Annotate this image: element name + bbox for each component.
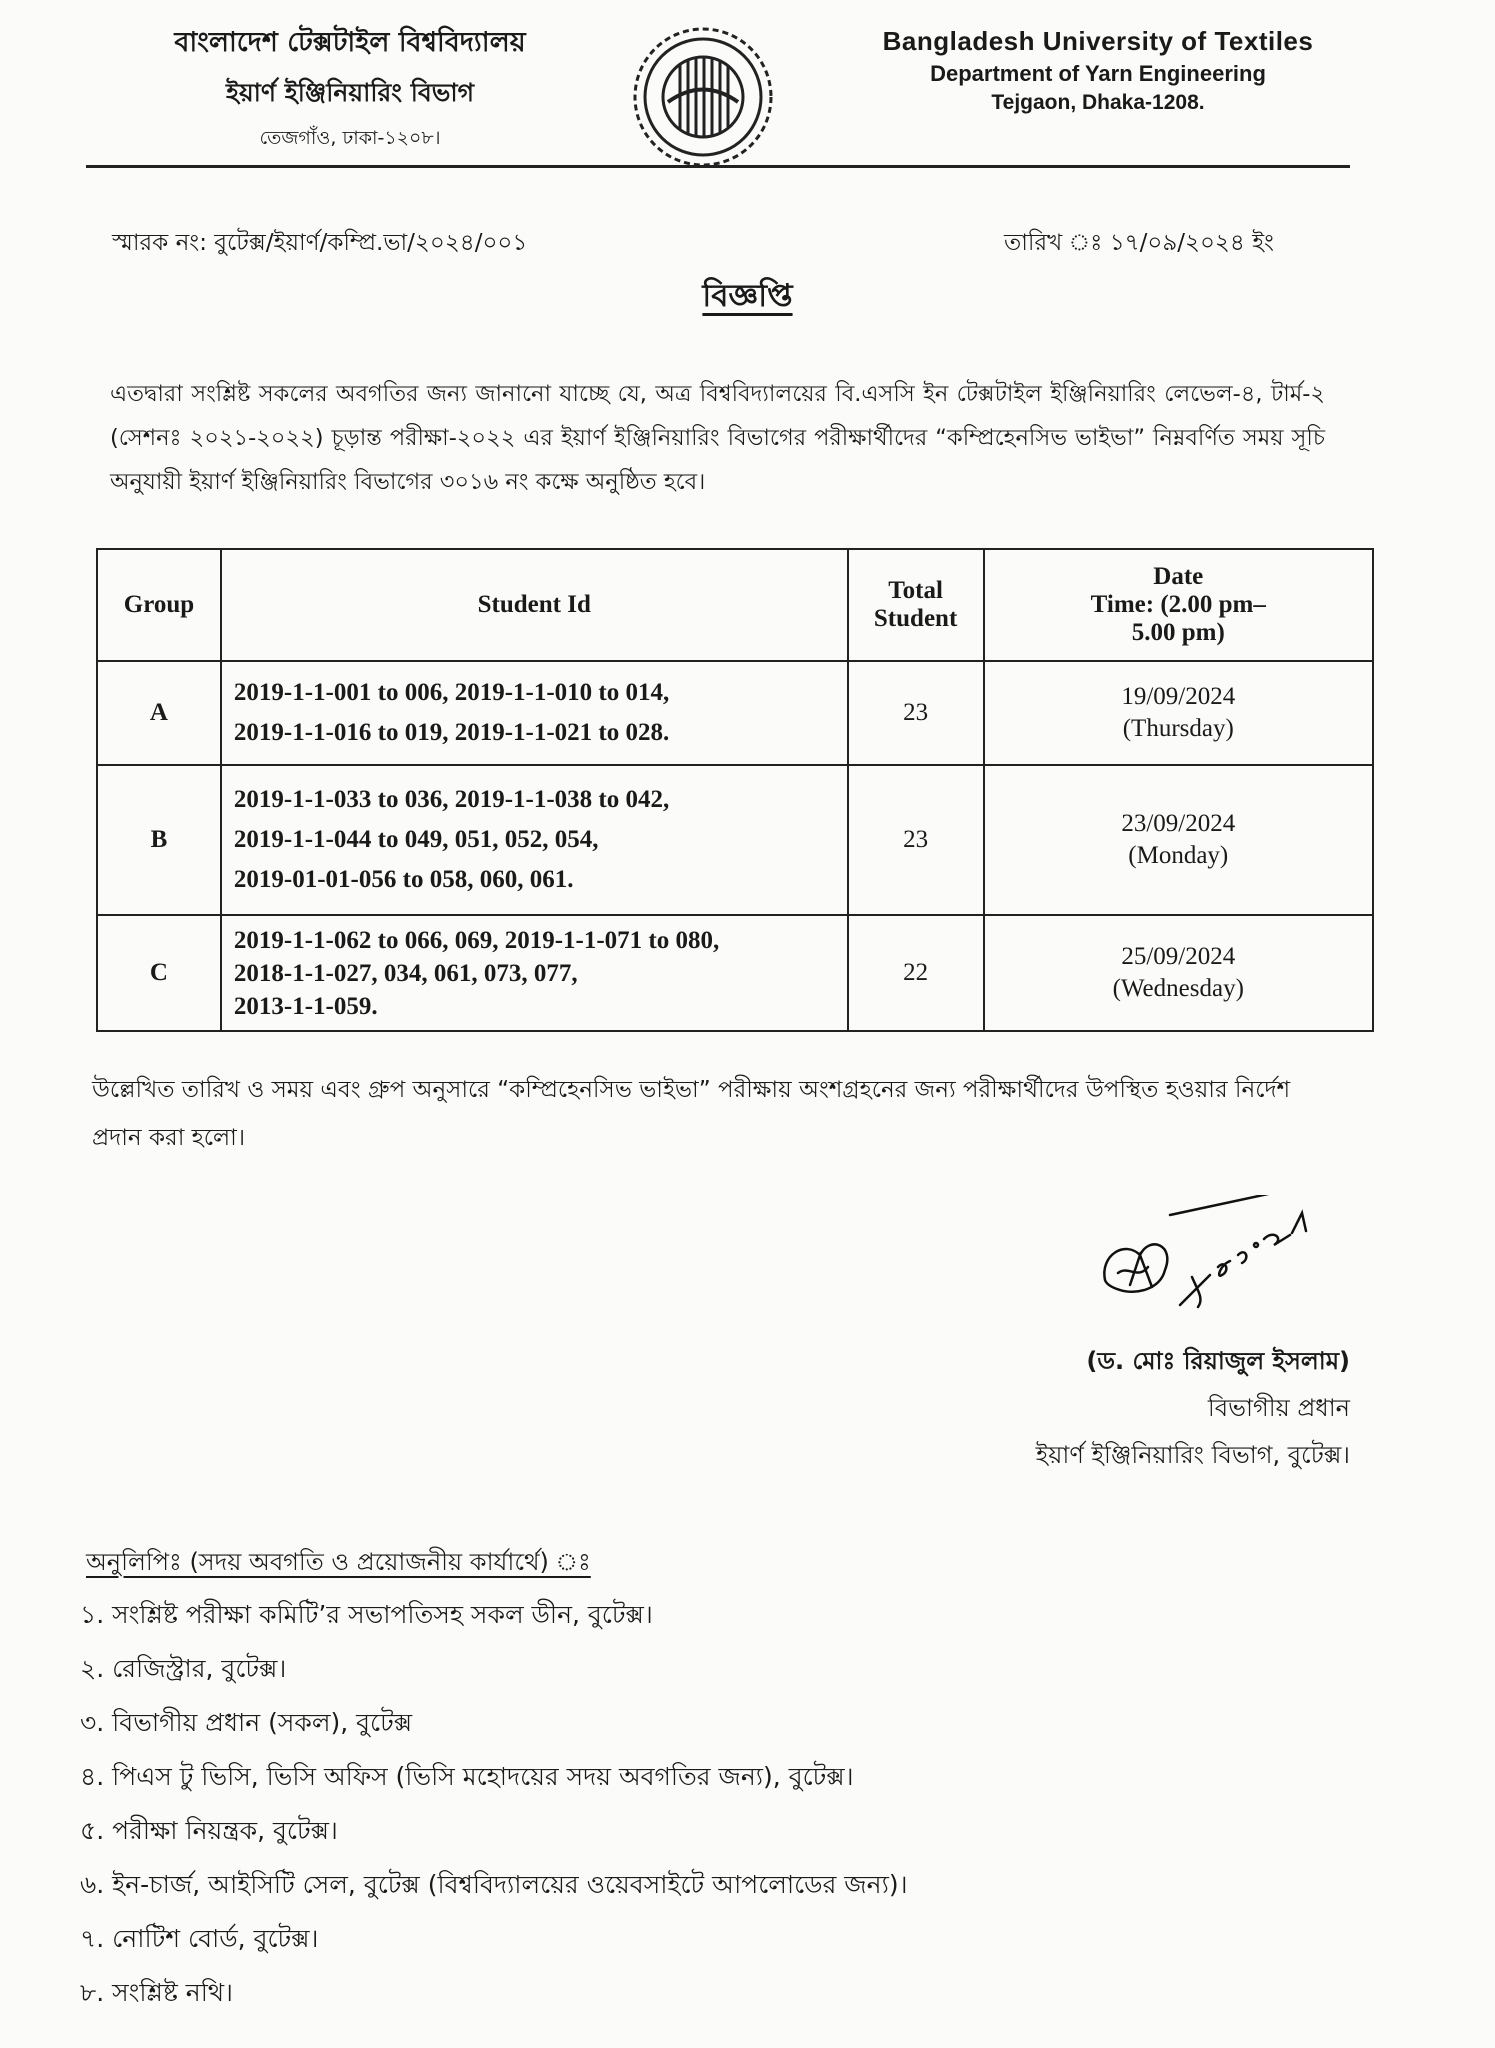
handwritten-signature-icon: [1080, 1195, 1320, 1345]
student-ids-cell: 2019-1-1-001 to 006, 2019-1-1-010 to 014, 2019-1-1-016 to 019, 2019-1-1-021 to 028.: [221, 661, 848, 765]
list-item: ২. রেজিস্ট্রার, বুটেক্স।: [80, 1654, 287, 1683]
viva-schedule-table: [96, 548, 1374, 1032]
list-item: ৬. ইন-চার্জ, আইসিটি সেল, বুটেক্স (বিশ্ববিদ্যালয়ের ওয়েবসাইটে আপলোডের জন্য)।: [80, 1870, 908, 1899]
address-en: Tejgaon, Dhaka-1208.: [991, 91, 1205, 114]
copy-to-list: [80, 1588, 908, 2020]
list-item: ৪. পিএস টু ভিসি, ভিসি অফিস (ভিসি মহোদয়ের সদয় অবগতির জন্য), বুটেক্স।: [80, 1762, 854, 1791]
header-divider: [86, 165, 1350, 168]
table-row: [97, 915, 1373, 1031]
list-item: ৫. পরীক্ষা নিয়ন্ত্রক, বুটেক্স।: [80, 1816, 338, 1845]
date-cell: 19/09/2024 (Thursday): [984, 661, 1373, 765]
student-ids-cell: 2019-1-1-062 to 066, 069, 2019-1-1-071 to 080, 2018-1-1-027, 034, 061, 073, 077, 2013-1-1-059.: [221, 915, 848, 1031]
instruction-paragraph: উল্লেখিত তারিখ ও সময় এবং গ্রুপ অনুসারে “কম্প্রিহেনসিভ ভাইভা” পরীক্ষায় অংশগ্রহনের জন্য পরীক্ষার্থীদের উপস্থিত হওয়ার নির্দেশ প্রদান করা হলো।: [92, 1077, 1291, 1151]
notice-title: বিজ্ঞপ্তি: [702, 278, 793, 314]
group-cell: C: [97, 915, 221, 1031]
memo-reference: স্মারক নং: বুটেক্স/ইয়ার্ণ/কম্প্রি.ভা/২০২৪/০০১: [112, 230, 528, 256]
signatory-name: (ড. মোঃ রিয়াজুল ইসলাম): [1086, 1347, 1350, 1375]
student-ids-cell: 2019-1-1-033 to 036, 2019-1-1-038 to 042, 2019-1-1-044 to 049, 051, 052, 054, 2019-01-01-056 to 058, 060, 061.: [221, 765, 848, 915]
list-item: ১. সংশ্লিষ্ট পরীক্ষা কমিটি’র সভাপতিসহ সকল ডীন, বুটেক্স।: [80, 1600, 653, 1629]
header-total-student: Total Student: [848, 549, 984, 661]
address-bn: তেজগাঁও, ঢাকা-১২০৮।: [259, 127, 441, 149]
signatory-department: ইয়ার্ণ ইঞ্জিনিয়ারিং বিভাগ, বুটেক্স।: [1035, 1441, 1350, 1469]
table-row: [97, 765, 1373, 915]
intro-paragraph: এতদ্বারা সংশ্লিষ্ট সকলের অবগতির জন্য জানানো যাচ্ছে যে, অত্র বিশ্ববিদ্যালয়ের বি.এসসি ইন টেক্সটাইল ইঞ্জিনিয়ারিং লেভেল-৪, টার্ম-২ (সেশনঃ ২০২১-২০২২) চূড়ান্ত পরীক্ষা-২০২২ এর ইয়ার্ণ ইঞ্জিনিয়ারিং বিভাগের পরীক্ষার্থীদের “কম্প্রিহেনসিভ ভাইভা” নিম্নবর্ণিত সময় সূচি অনুযায়ী ইয়ার্ণ ইঞ্জিনিয়ারিং বিভাগের ৩০১৬ নং কক্ষে অনুষ্ঠিত হবে।: [110, 381, 1325, 495]
copy-to-title: অনুলিপিঃ (সদয় অবগতি ও প্রয়োজনীয় কার্যার্থে) ঃ: [86, 1548, 591, 1576]
total-cell: 22: [848, 915, 984, 1031]
signatory-designation: বিভাগীয় প্রধান: [1207, 1394, 1350, 1422]
header-group: Group: [97, 549, 221, 661]
list-item: ৩. বিভাগীয় প্রধান (সকল), বুটেক্স: [80, 1708, 413, 1737]
group-cell: A: [97, 661, 221, 765]
table-header-row: [97, 549, 1373, 661]
department-name-bn: ইয়ার্ণ ইঞ্জিনিয়ারিং বিভাগ: [225, 78, 475, 107]
memo-date: তারিখ ঃ ১৭/০৯/২০২৪ ইং: [1004, 230, 1274, 256]
university-logo-icon: [628, 22, 778, 172]
total-cell: 23: [848, 661, 984, 765]
date-cell: 23/09/2024 (Monday): [984, 765, 1373, 915]
header-date-time: Date Time: (2.00 pm– 5.00 pm): [984, 549, 1373, 661]
group-cell: B: [97, 765, 221, 915]
date-cell: 25/09/2024 (Wednesday): [984, 915, 1373, 1031]
list-item: ৮. সংশ্লিষ্ট নথি।: [80, 1978, 234, 2007]
header-english: [858, 26, 1338, 115]
header-student-id: Student Id: [221, 549, 848, 661]
total-cell: 23: [848, 765, 984, 915]
list-item: ৭. নোটিশ বোর্ড, বুটেক্স।: [80, 1924, 319, 1953]
signature-block: [960, 1338, 1350, 1479]
university-name-en: Bangladesh University of Textiles: [882, 26, 1314, 56]
university-name-bn: বাংলাদেশ টেক্সটাইল বিশ্ববিদ্যালয়: [174, 27, 526, 58]
table-row: [97, 661, 1373, 765]
header-bangla: [110, 22, 590, 156]
department-name-en: Department of Yarn Engineering: [930, 61, 1266, 86]
